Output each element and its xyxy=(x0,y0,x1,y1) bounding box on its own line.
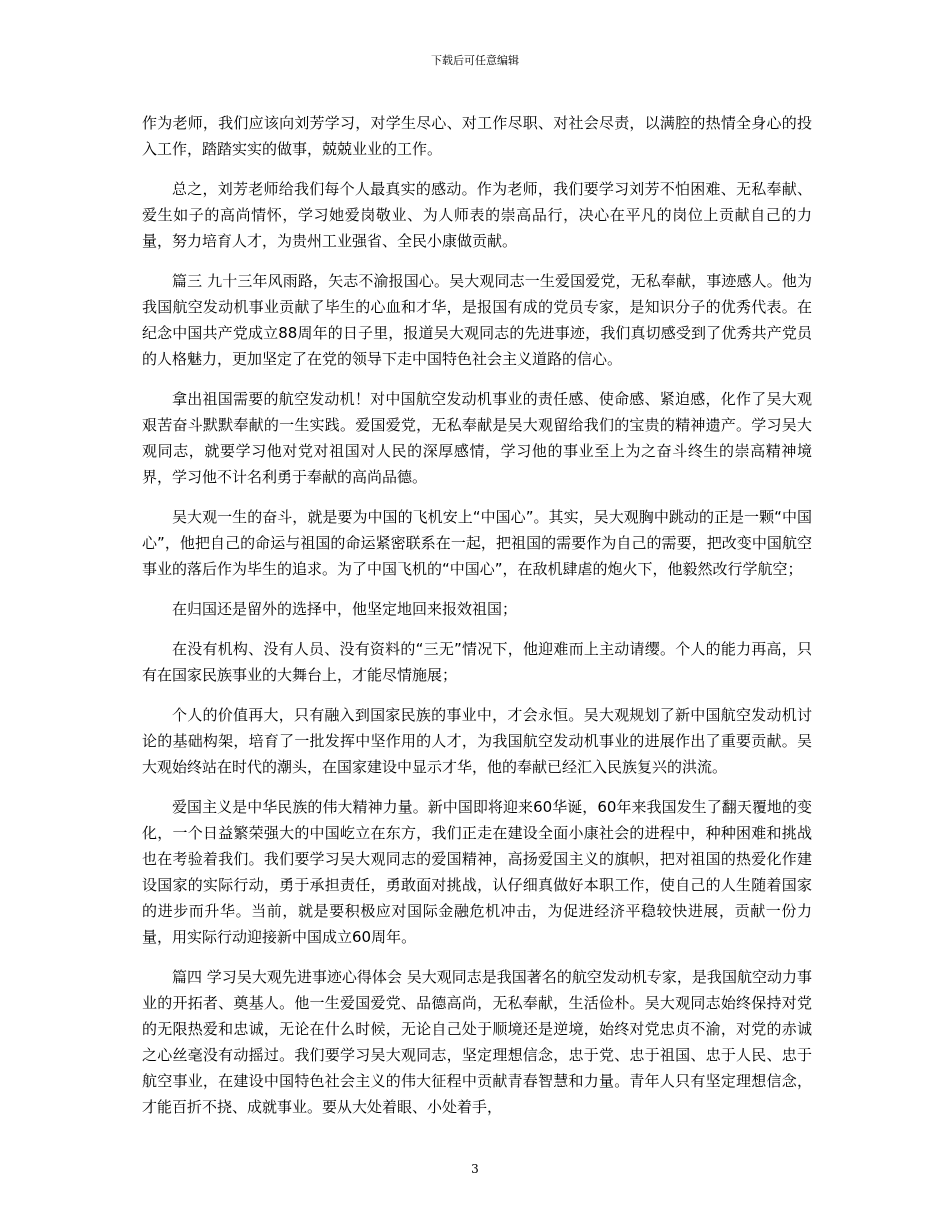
paragraph-10: 篇四 学习吴大观先进事迹心得体会 吴大观同志是我国著名的航空发动机专家，是我国航空动力事业的开拓者、奠基人。他一生爱国爱党、品德高尚，无私奉献，生活俭朴。吴大观同志始终保持对党的无限热爱和忠诚，无论在什么时候，无论自己处于顺境还是逆境，始终对党忠贞不渝，对党的赤诚之心丝毫没有动摇过。我们要学习吴大观同志，坚定理想信念，忠于党、忠于祖国、忠于人民、忠于航空事业，在建设中国特色社会主义的伟大征程中贡献青春智慧和力量。青年人只有坚定理想信念，才能百折不挠、成就事业。要从大处着眼、小处着手， xyxy=(142,968,812,1116)
paragraph-7: 在没有机构、没有人员、没有资料的“三无”情况下，他迎难而上主动请缨。个人的能力再高，只有在国家民族事业的大舞台上，才能尽情施展； xyxy=(142,640,812,684)
paragraph-5: 吴大观一生的奋斗，就是要为中国的飞机安上“中国心”。其实，吴大观胸中跳动的正是一颗“中国心”，他把自己的命运与祖国的命运紧密联系在一起，把祖国的需要作为自己的需要，把改变中国航空事业的落后作为毕生的追求。为了中国飞机的“中国心”，在敌机肆虐的炮火下，他毅然改行学航空； xyxy=(142,508,812,578)
page-number: 3 xyxy=(471,1162,479,1176)
paragraph-6: 在归国还是留外的选择中，他坚定地回来报效祖国； xyxy=(172,600,518,618)
paragraph-9: 爱国主义是中华民族的伟大精神力量。新中国即将迎来60华诞，60年来我国发生了翻天覆地的变化，一个日益繁荣强大的中国屹立在东方，我们正走在建设全面小康社会的进程中，种种困难和挑战也在考验着我们。我们要学习吴大观同志的爱国精神，高扬爱国主义的旗帜，把对祖国的热爱化作建设国家的实际行动，勇于承担责任，勇敢面对挑战，认仔细真做好本职工作，使自己的人生随着国家的进步而升华。当前，就是要积极应对国际金融危机冲击，为促进经济平稳较快进展，贡献一份力量，用实际行动迎接新中国成立60周年。 xyxy=(142,798,812,946)
page-header: 下载后可任意编辑 xyxy=(431,54,519,67)
paragraph-4: 拿出祖国需要的航空发动机！对中国航空发动机事业的责任感、使命感、紧迫感，化作了吴大观艰苦奋斗默默奉献的一生实践。爱国爱党，无私奉献是吴大观留给我们的宝贵的精神遗产。学习吴大观同志，就要学习他对党对祖国对人民的深厚感情，学习他的事业至上为之奋斗终生的崇高精神境界，学习他不计名利勇于奉献的高尚品德。 xyxy=(142,390,812,486)
document-body xyxy=(142,110,812,1134)
paragraph-2: 总之，刘芳老师给我们每个人最真实的感动。作为老师，我们要学习刘芳不怕困难、无私奉献、爱生如子的高尚情怀，学习她爱岗敬业、为人师表的崇高品行，决心在平凡的岗位上贡献自己的力量，努力培育人才，为贵州工业强省、全民小康做贡献。 xyxy=(142,180,812,250)
paragraph-1: 作为老师，我们应该向刘芳学习，对学生尽心、对工作尽职、对社会尽责，以满腔的热情全身心的投入工作，踏踏实实的做事，兢兢业业的工作。 xyxy=(142,114,812,158)
paragraph-8: 个人的价值再大，只有融入到国家民族的事业中，才会永恒。吴大观规划了新中国航空发动机讨论的基础构架，培育了一批发挥中坚作用的人才，为我国航空发动机事业的进展作出了重要贡献。吴大观始终站在时代的潮头，在国家建设中显示才华，他的奉献已经汇入民族复兴的洪流。 xyxy=(142,706,812,776)
paragraph-3: 篇三 九十三年风雨路，矢志不渝报国心。吴大观同志一生爱国爱党，无私奉献，事迹感人。他为我国航空发动机事业贡献了毕生的心血和才华，是报国有成的党员专家，是知识分子的优秀代表。在纪念中国共产党成立88周年的日子里，报道吴大观同志的先进事迹，我们真切感受到了优秀共产党员的人格魅力，更加坚定了在党的领导下走中国特色社会主义道路的信心。 xyxy=(142,272,812,368)
